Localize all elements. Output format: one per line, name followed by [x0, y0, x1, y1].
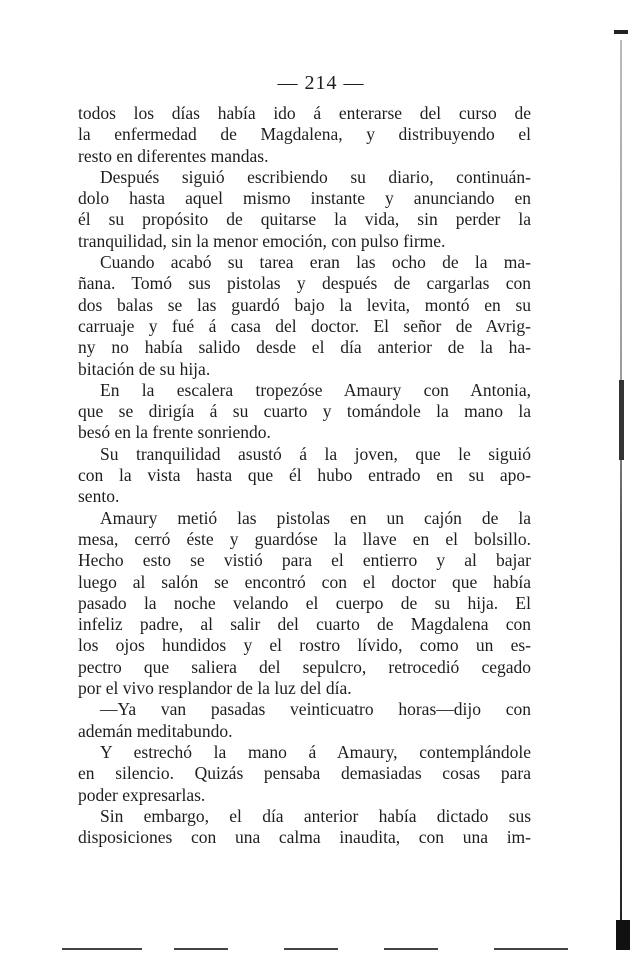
- footer-rule: [62, 948, 142, 950]
- page-edge-mark: [614, 30, 628, 34]
- text-line: mesa, cerró éste y guardóse la llave en el bolsillo.: [78, 528, 531, 549]
- text-line: besó en la frente sonriendo.: [78, 422, 271, 443]
- text-line: dos balas se las guardó bajo la levita, montó en su: [78, 294, 531, 315]
- text-line: pasado la noche velando el cuerpo de su hija. El: [78, 592, 531, 613]
- text-line: Su tranquilidad asustó á la joven, que le siguió: [100, 443, 531, 464]
- text-line: la enfermedad de Magdalena, y distribuyendo el: [78, 124, 531, 145]
- text-line: Cuando acabó su tarea eran las ocho de la ma-: [100, 252, 531, 273]
- text-line: Sin embargo, el día anterior había dictado sus: [100, 805, 531, 826]
- page-edge-mark: [619, 380, 624, 460]
- page-number: — 214 —: [277, 72, 365, 94]
- body-text: [78, 103, 531, 848]
- text-line: en silencio. Quizás pensaba demasiadas cosas para: [78, 763, 531, 784]
- text-line: que se dirigía á su cuarto y tomándole la mano la: [78, 401, 531, 422]
- text-line: En la escalera tropezóse Amaury con Antonia,: [100, 379, 531, 400]
- text-line: Amaury metió las pistolas en un cajón de la: [100, 507, 531, 528]
- footer-rule: [494, 948, 568, 950]
- text-line: pectro que saliera del sepulcro, retrocedió cegado: [78, 656, 531, 677]
- footer-rule: [174, 948, 228, 950]
- text-line: por el vivo resplandor de la luz del día.: [78, 678, 352, 699]
- footer-rule: [284, 948, 338, 950]
- text-line: todos los días había ido á enterarse del curso de: [78, 103, 531, 123]
- text-line: ñana. Tomó sus pistolas y después de cargarlas con: [78, 273, 531, 294]
- text-line: ademán meditabundo.: [78, 720, 233, 741]
- text-line: disposiciones con una calma inaudita, con una im-: [78, 827, 531, 848]
- text-line: Y estrechó la mano á Amaury, contemplándole: [100, 741, 531, 762]
- page-edge-mark: [616, 920, 630, 950]
- text-line: él su propósito de quitarse la vida, sin perder la: [78, 209, 531, 230]
- text-line: poder expresarlas.: [78, 784, 206, 805]
- text-line: infeliz padre, al salir del cuarto de Magdalena con: [78, 614, 531, 635]
- text-line: bitación de su hija.: [78, 358, 211, 379]
- text-line: luego al salón se encontró con el doctor que había: [78, 571, 531, 592]
- text-line: —Ya van pasadas veinticuatro horas—dijo con: [100, 699, 531, 720]
- text-line: ny no había salido desde el día anterior de la ha-: [78, 337, 531, 358]
- footer-rule: [384, 948, 438, 950]
- text-line: los ojos hundidos y el rostro lívido, como un es-: [78, 635, 531, 656]
- text-line: tranquilidad, sin la menor emoción, con pulso firme.: [78, 230, 446, 251]
- page-edge-shadow: [620, 40, 622, 930]
- text-line: Después siguió escribiendo su diario, continuán-: [100, 166, 531, 187]
- text-line: carruaje y fué á casa del doctor. El señor de Avrig-: [78, 315, 531, 336]
- text-line: Hecho esto se vistió para el entierro y al bajar: [78, 550, 531, 571]
- text-line: con la vista hasta que él hubo entrado en su apo-: [78, 465, 531, 486]
- text-line: resto en diferentes mandas.: [78, 145, 269, 166]
- text-line: dolo hasta aquel mismo instante y anunciando en: [78, 188, 531, 209]
- text-line: sento.: [78, 486, 120, 507]
